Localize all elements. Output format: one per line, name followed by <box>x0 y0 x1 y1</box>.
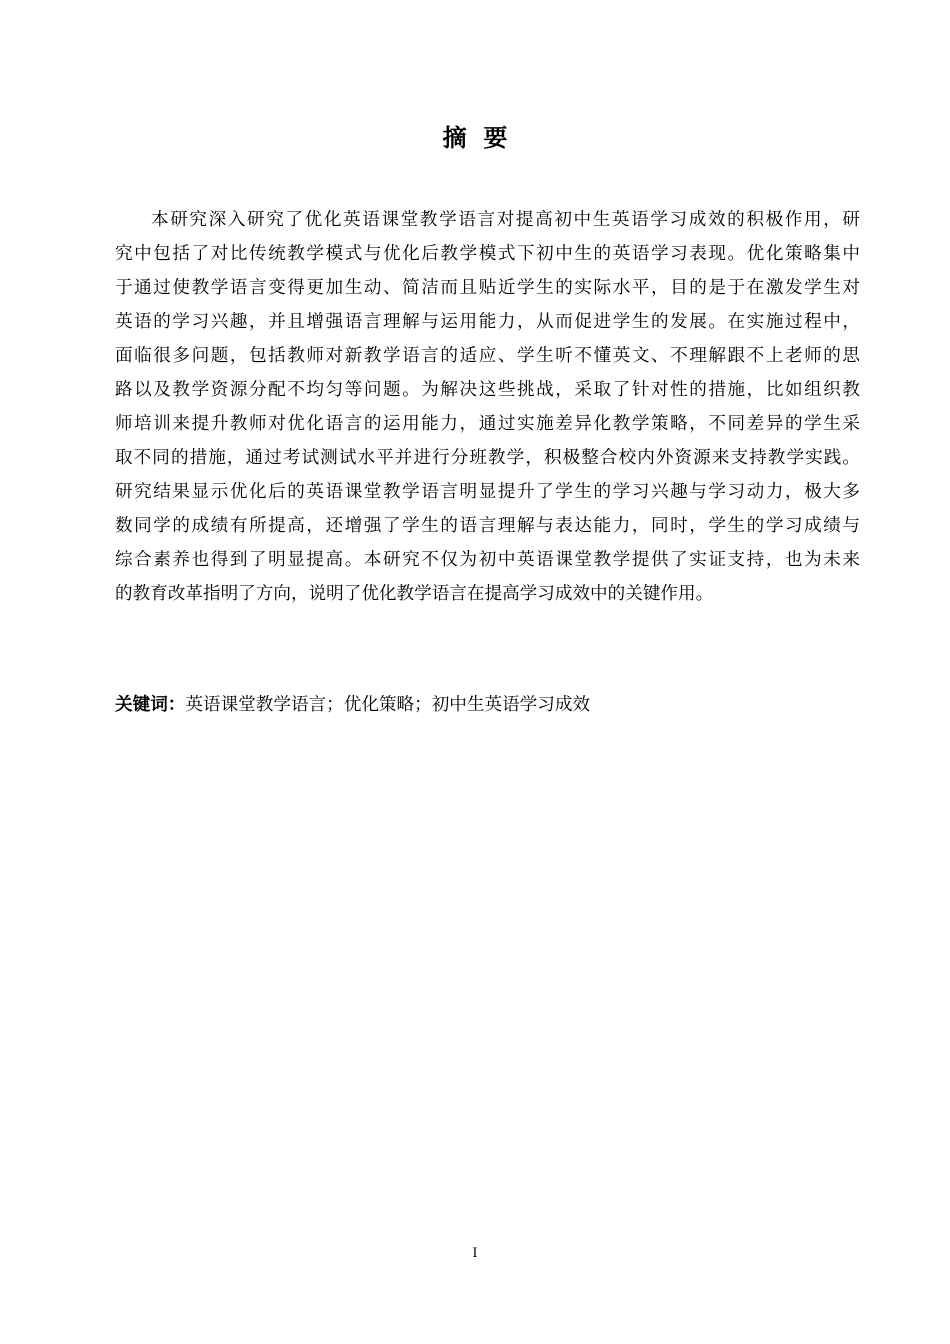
page-title: 摘 要 <box>442 124 508 152</box>
abstract-line: 于通过使教学语言变得更加生动、简洁而且贴近学生的实际水平，目的是于在激发学生对 <box>115 278 860 298</box>
abstract-line: 研究结果显示优化后的英语课堂教学语言明显提升了学生的学习兴趣与学习动力，极大多 <box>115 482 860 502</box>
abstract-line: 综合素养也得到了明显提高。本研究不仅为初中英语课堂教学提供了实证支持，也为未来 <box>115 550 860 570</box>
keywords <box>115 688 860 722</box>
abstract-line: 的教育改革指明了方向，说明了优化教学语言在提高学习成效中的关键作用。 <box>115 584 714 604</box>
keywords-label: 关键词： <box>115 695 186 715</box>
abstract-line: 究中包括了对比传统教学模式与优化后教学模式下初中生的英语学习表现。优化策略集中 <box>115 244 860 264</box>
abstract-body <box>115 203 860 611</box>
abstract-line: 取不同的措施，通过考试测试水平并进行分班教学，积极整合校内外资源来支持教学实践。 <box>115 448 860 468</box>
abstract-line: 本研究深入研究了优化英语课堂教学语言对提高初中生英语学习成效的积极作用，研 <box>151 210 860 230</box>
abstract-line: 英语的学习兴趣，并且增强语言理解与运用能力，从而促进学生的发展。在实施过程中， <box>115 312 860 332</box>
abstract-line: 师培训来提升教师对优化语言的运用能力，通过实施差异化教学策略，不同差异的学生采 <box>115 414 860 434</box>
abstract-line: 数同学的成绩有所提高，还增强了学生的语言理解与表达能力，同时，学生的学习成绩与 <box>115 516 860 536</box>
keywords-text: 英语课堂教学语言；优化策略；初中生英语学习成效 <box>185 695 591 715</box>
page-number: I <box>472 1246 478 1261</box>
abstract-line: 面临很多问题，包括教师对新教学语言的适应、学生听不懂英文、不理解跟不上老师的思 <box>115 346 860 366</box>
abstract-line: 路以及教学资源分配不均匀等问题。为解决这些挑战，采取了针对性的措施，比如组织教 <box>115 380 860 400</box>
